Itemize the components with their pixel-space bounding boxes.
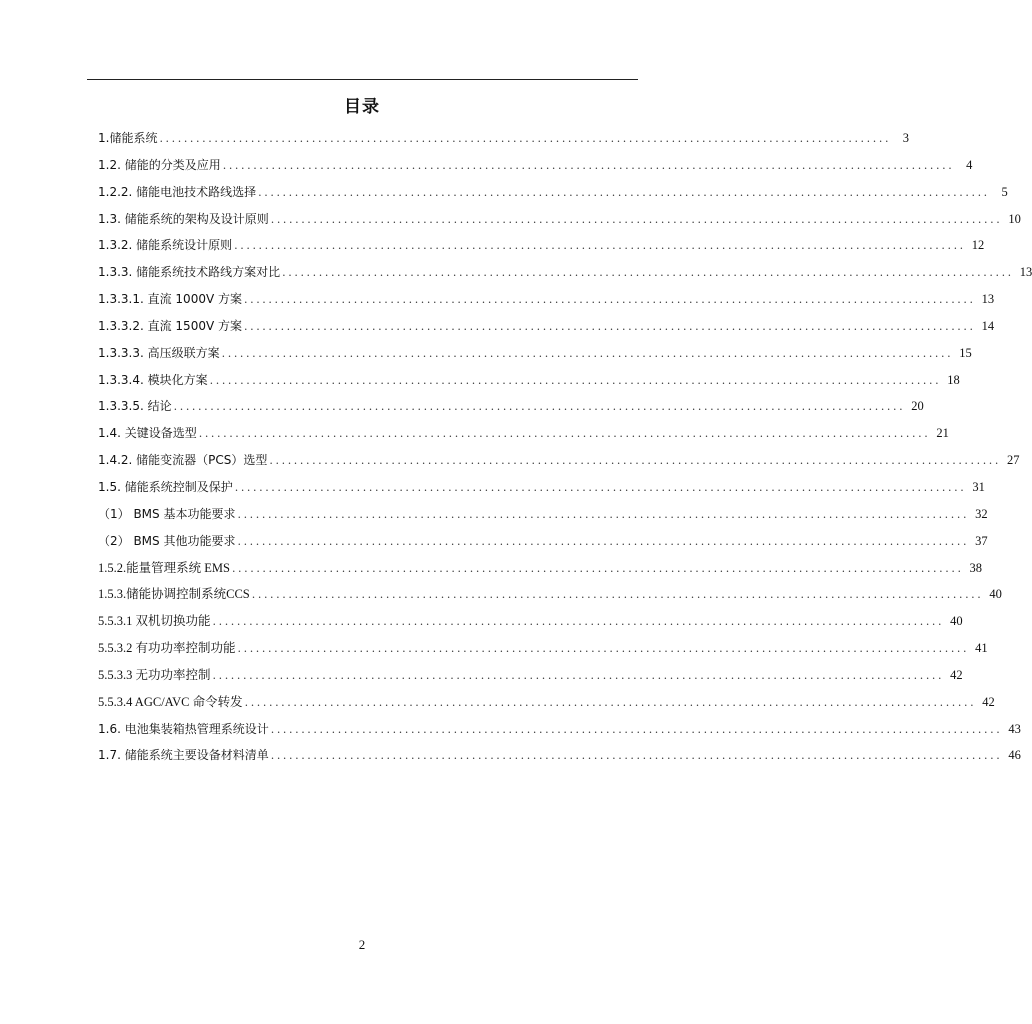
toc-entry[interactable] [98,232,985,259]
toc-entry-page: 37 [975,533,988,548]
toc-entry[interactable] [98,501,988,528]
dot-leader: ........................................................................................................................ [244,695,977,709]
toc-entry[interactable] [98,313,995,340]
toc-entry-label: 1.2.2. 储能电池技术路线选择 [98,184,257,199]
toc-entry[interactable] [98,125,910,152]
toc-entry[interactable] [98,393,924,420]
toc-entry-page: 42 [950,667,963,682]
toc-entry-label: 1.3.2. 储能系统设计原则 [98,238,233,253]
toc-entry-page: 5 [1001,184,1008,199]
toc-entry-page: 41 [975,641,988,656]
toc-entry-label: 1.3. 储能系统的架构及设计原则 [98,211,269,226]
toc-entry-page: 14 [981,318,995,333]
toc-entry-page: 43 [1008,721,1021,736]
toc-entry[interactable] [98,635,988,662]
toc-entry-label: 1.3.3.2. 直流 1500V 方案 [98,318,242,333]
toc-entry-page: 3 [902,131,910,145]
dot-leader: ........................................................................................................................ [270,749,1003,763]
toc-entry-label: 5.5.3.1 双机切换功能 [98,614,211,629]
toc-entry-label: 5.5.3.2 有功功率控制功能 [98,641,236,656]
toc-entry[interactable] [98,447,1020,474]
toc-entry[interactable] [98,367,960,394]
toc-entry-label: 1.2. 储能的分类及应用 [98,157,221,172]
dot-leader: ........................................................................................................................ [231,561,964,575]
toc-entry-page: 38 [969,560,983,575]
toc-entry[interactable] [98,340,972,367]
toc-entry[interactable] [98,716,1021,743]
toc-entry-page: 13 [981,292,995,307]
toc-entry-label: 1.3.3.3. 高压级联方案 [98,345,220,360]
toc-entry-page: 10 [1008,211,1021,226]
dot-leader: ........................................................................................................................ [221,346,954,360]
dot-leader: ........................................................................................................................ [198,427,931,441]
dot-leader: ........................................................................................................................ [270,722,1003,736]
toc-entry[interactable] [98,179,1008,206]
toc-entry[interactable] [98,742,1021,769]
dot-leader: ........................................................................................................................ [209,373,942,387]
dot-leader: ........................................................................................................................ [258,185,990,199]
dot-leader: ........................................................................................................................ [237,534,970,548]
page-number: 2 [358,937,366,952]
toc-entry[interactable] [98,528,988,555]
toc-entry-label: 1.7. 储能系统主要设备材料清单 [98,748,269,763]
dot-leader: ........................................................................................................................ [244,319,976,333]
table-of-contents [98,125,1032,769]
dot-leader: ........................................................................................................................ [212,668,945,682]
toc-entry-label: 1.5.3.储能协调控制系统CCS [98,587,250,602]
toc-entry-page: 27 [1007,453,1020,468]
toc-entry-page: 40 [989,587,1002,602]
toc-entry[interactable] [98,206,1021,233]
dot-leader: ........................................................................................................................ [270,212,1003,226]
toc-entry-label: 1.5.2.能量管理系统 EMS [98,560,230,575]
toc-entry-page: 18 [947,372,960,387]
toc-entry-page: 31 [972,479,985,494]
dot-leader: ........................................................................................................................ [282,266,1014,280]
toc-entry-page: 32 [975,506,988,521]
toc-entry-label: 1.4. 关键设备选型 [98,426,197,441]
toc-entry[interactable] [98,581,1002,608]
toc-entry[interactable] [98,259,1032,286]
dot-leader: ........................................................................................................................ [237,507,970,521]
toc-entry-label: 1.5. 储能系统控制及保护 [98,479,233,494]
toc-entry-label: 1.3.3.1. 直流 1000V 方案 [98,292,242,307]
toc-title: 目录 [344,97,380,117]
dot-leader: ........................................................................................................................ [237,642,970,656]
toc-entry-page: 21 [936,426,949,441]
toc-entry-page: 42 [982,694,995,709]
toc-entry-page: 46 [1008,748,1021,763]
toc-entry-label: 1.3.3.5. 结论 [98,399,172,414]
toc-entry[interactable] [98,286,995,313]
toc-entry-label: 5.5.3.4 AGC/AVC 命令转发 [98,694,243,709]
dot-leader: ........................................................................................................................ [234,239,966,253]
dot-leader: ........................................................................................................................ [159,132,892,145]
toc-entry-page: 4 [966,157,973,172]
toc-entry[interactable] [98,608,963,635]
toc-entry-page: 20 [911,399,924,414]
toc-entry-label: 5.5.3.3 无功功率控制 [98,667,211,682]
toc-entry-label: 1.储能系统 [98,131,158,145]
toc-entry-label: 1.3.3.4. 模块化方案 [98,372,208,387]
toc-entry-label: 1.6. 电池集装箱热管理系统设计 [98,721,269,736]
dot-leader: ........................................................................................................................ [212,615,945,629]
toc-entry-page: 40 [950,614,963,629]
toc-entry[interactable] [98,662,963,689]
toc-entry[interactable] [98,152,973,179]
dot-leader: ........................................................................................................................ [244,293,976,307]
toc-entry-page: 13 [1019,265,1032,280]
dot-leader: ........................................................................................................................ [222,158,955,172]
dot-leader: ........................................................................................................................ [173,400,906,414]
toc-entry[interactable] [98,689,995,716]
dot-leader: ........................................................................................................................ [251,588,984,602]
toc-entry-label: （1） BMS 基本功能要求 [98,506,236,521]
toc-entry[interactable] [98,420,949,447]
toc-entry-label: 1.3.3. 储能系统技术路线方案对比 [98,265,281,280]
toc-entry-page: 15 [959,345,972,360]
toc-entry-label: 1.4.2. 储能变流器（PCS）选型 [98,453,268,468]
header-rule [87,79,638,80]
toc-entry[interactable] [98,555,983,582]
toc-entry-label: （2） BMS 其他功能要求 [98,533,236,548]
dot-leader: ........................................................................................................................ [269,454,1001,468]
toc-entry-page: 12 [971,238,985,253]
toc-entry[interactable] [98,474,985,501]
dot-leader: ........................................................................................................................ [234,480,967,494]
